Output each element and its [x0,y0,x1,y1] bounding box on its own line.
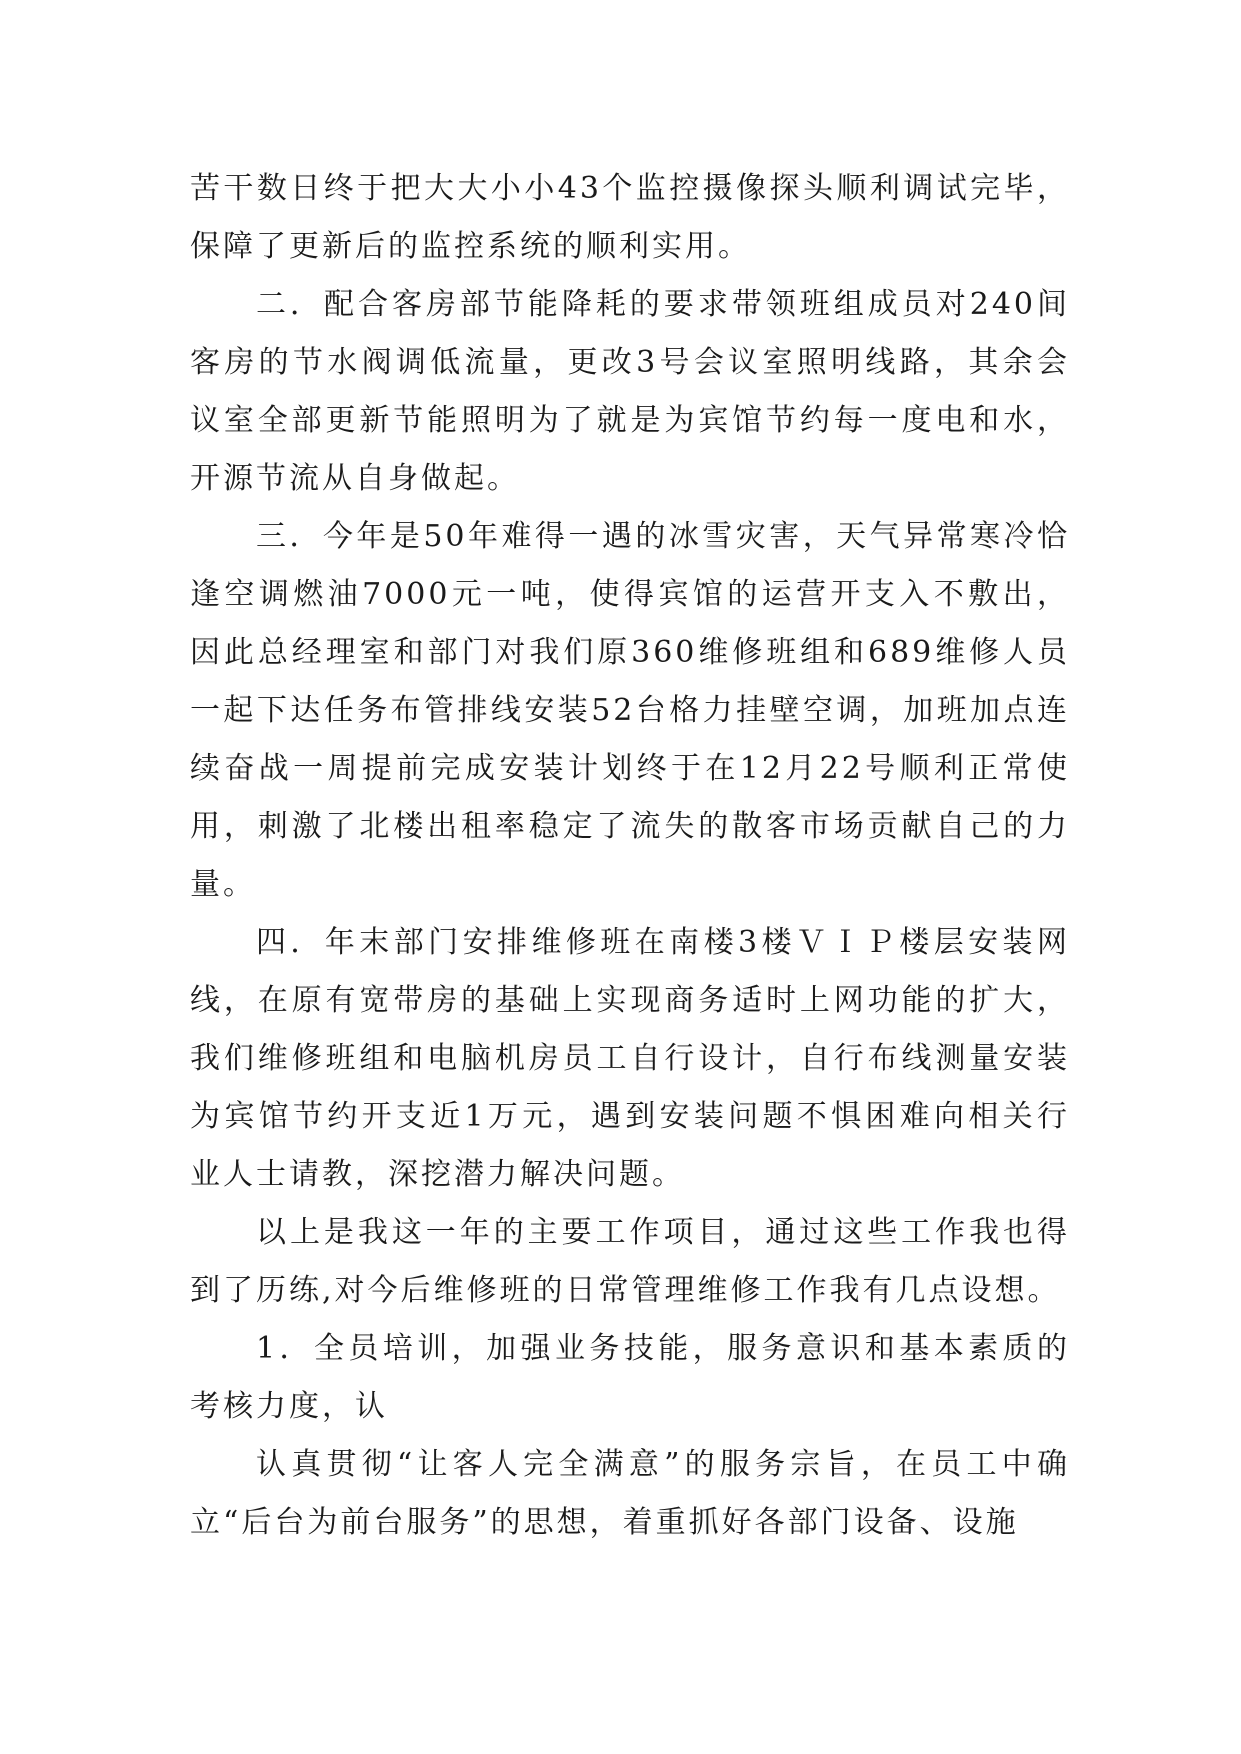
paragraph-2: 二．配合客房部节能降耗的要求带领班组成员对240间客房的节水阀调低流量，更改3号会议室照明线路，其余会议室全部更新节能照明为了就是为宾馆节约每一度电和水，开源节流从自身做起。 [190,287,1070,496]
paragraph-1: 苦干数日终于把大大小小43个监控摄像探头顺利调试完毕，保障了更新后的监控系统的顺利实用。 [190,171,1070,264]
paragraph-4: 四．年末部门安排维修班在南楼3楼ＶＩＰ楼层安装网线，在原有宽带房的基础上实现商务适时上网功能的扩大，我们维修班组和电脑机房员工自行设计，自行布线测量安装为宾馆节约开支近1万元，遇到安装问题不惧困难向相关行业人士请教，深挖潜力解决问题。 [190,925,1070,1192]
paragraph-3: 三．今年是50年难得一遇的冰雪灾害，天气异常寒冷恰逢空调燃油7000元一吨，使得宾馆的运营开支入不敷出，因此总经理室和部门对我们原360维修班组和689维修人员一起下达任务布管排线安装52台格力挂壁空调，加班加点连续奋战一周提前完成安装计划终于在12月22号顺利正常使用，刺激了北楼出租率稳定了流失的散客市场贡献自己的力量。 [190,519,1070,902]
document-body [190,160,1070,1552]
paragraph-7: 认真贯彻“让客人完全满意”的服务宗旨，在员工中确立“后台为前台服务”的思想，着重抓好各部门设备、设施 [190,1447,1070,1540]
paragraph-6: 1．全员培训，加强业务技能，服务意识和基本素质的考核力度，认 [190,1331,1070,1424]
paragraph-5: 以上是我这一年的主要工作项目，通过这些工作我也得到了历练,对今后维修班的日常管理维修工作我有几点设想。 [190,1215,1070,1308]
